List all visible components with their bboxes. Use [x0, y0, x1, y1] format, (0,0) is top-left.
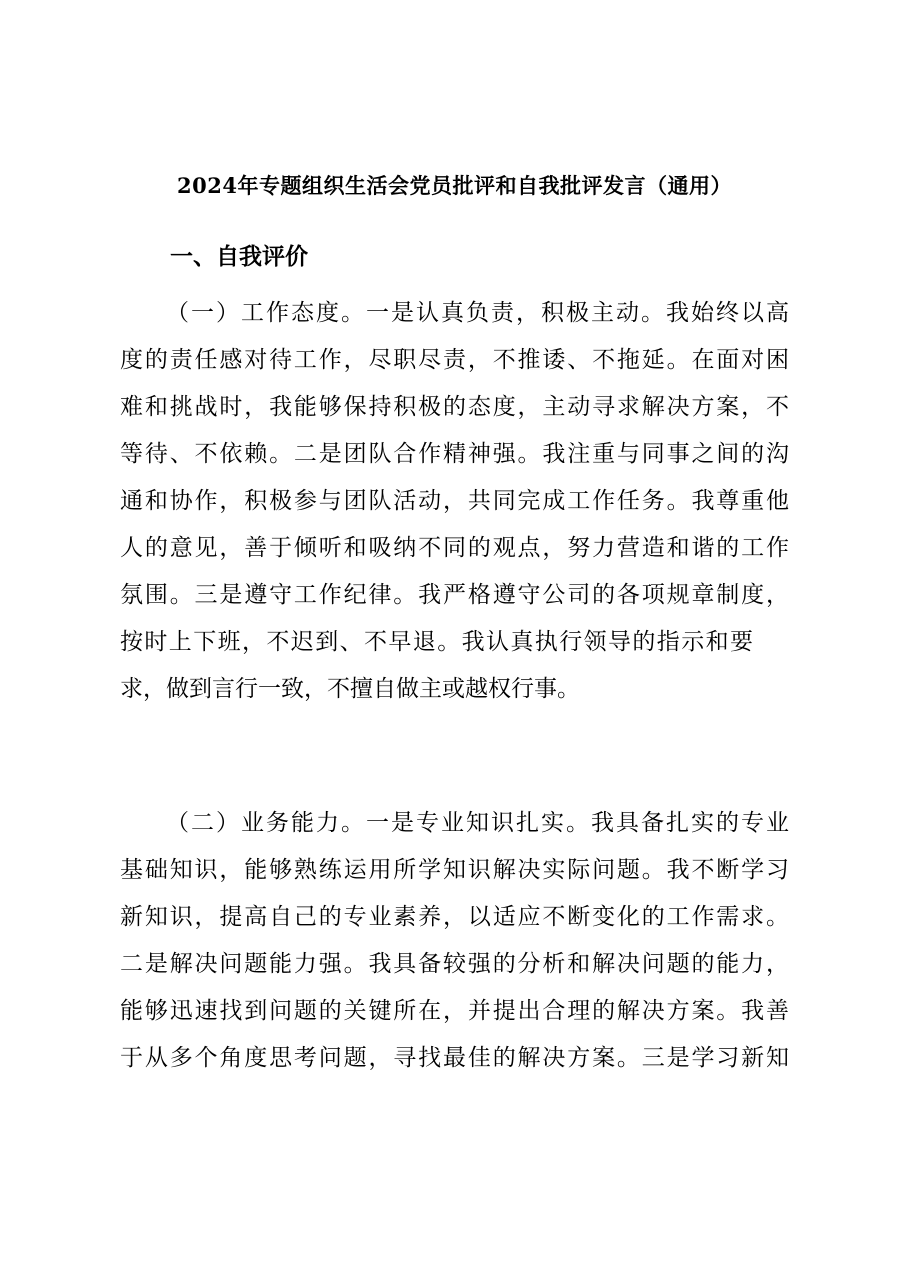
paragraph-line: 于从多个角度思考问题，寻找最佳的解决方案。三是学习新知 — [120, 1045, 789, 1071]
paragraph-line: 等待、不依赖。二是团队合作精神强。我注重与同事之间的沟 — [120, 441, 789, 467]
paragraph-line: 能够迅速找到问题的关键所在，并提出合理的解决方案。我善 — [120, 998, 789, 1024]
paragraph-line: 人的意见，善于倾听和吸纳不同的观点，努力营造和谐的工作 — [120, 535, 789, 561]
section-heading-self-evaluation: 一、自我评价 — [170, 244, 308, 270]
paragraph-line: 新知识，提高自己的专业素养，以适应不断变化的工作需求。 — [120, 904, 789, 930]
paragraph-line: 通和协作，积极参与团队活动，共同完成工作任务。我尊重他 — [120, 488, 789, 514]
paragraph-line: （二）业务能力。一是专业知识扎实。我具备扎实的专业 — [166, 810, 789, 836]
paragraph-line: （一）工作态度。一是认真负责，积极主动。我始终以高 — [166, 300, 789, 326]
paragraph-line: 氛围。三是遵守工作纪律。我严格遵守公司的各项规章制度， — [120, 582, 789, 608]
document-title: 2024年专题组织生活会党员批评和自我批评发言（通用） — [177, 173, 732, 198]
paragraph-line: 度的责任感对待工作，尽职尽责，不推诿、不拖延。在面对困 — [120, 347, 789, 373]
paragraph-line: 二是解决问题能力强。我具备较强的分析和解决问题的能力， — [120, 951, 789, 977]
paragraph-line: 基础知识，能够熟练运用所学知识解决实际问题。我不断学习 — [120, 857, 789, 883]
paragraph-line: 求，做到言行一致，不擅自做主或越权行事。 — [120, 676, 580, 702]
paragraph-business-ability — [120, 800, 789, 1082]
paragraph-work-attitude — [120, 290, 789, 713]
paragraph-line: 按时上下班，不迟到、不早退。我认真执行领导的指示和要 — [120, 629, 753, 655]
paragraph-line: 难和挑战时，我能够保持积极的态度，主动寻求解决方案，不 — [120, 394, 789, 420]
